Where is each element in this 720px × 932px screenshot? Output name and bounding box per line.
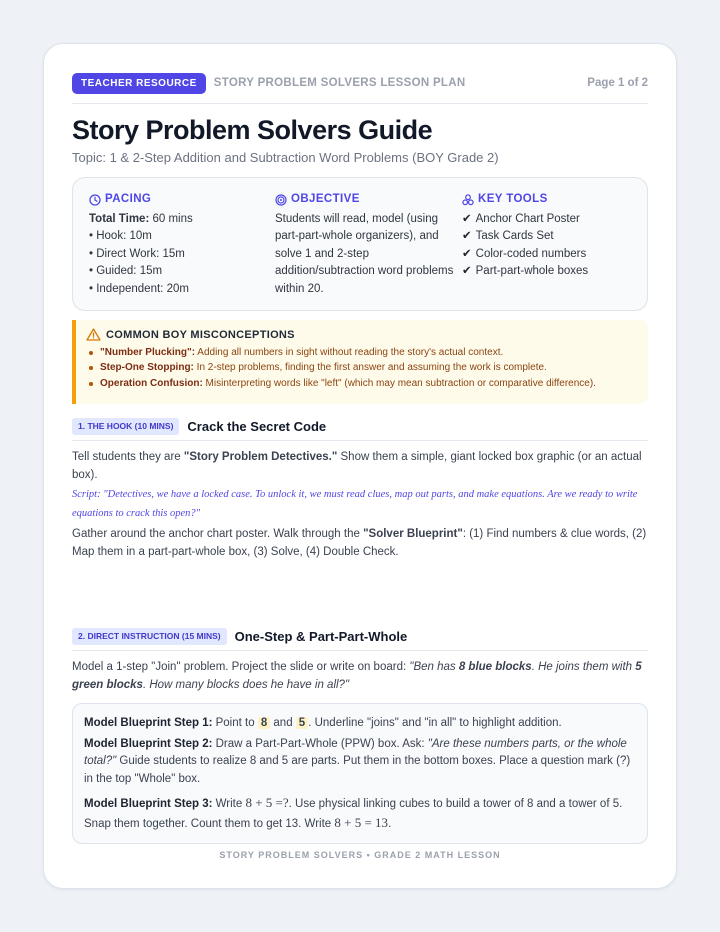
equation: 8 + 5 =?	[245, 795, 289, 810]
hook-badge: 1. THE HOOK (10 MINS)	[72, 418, 179, 435]
objective-column	[275, 191, 462, 297]
header-divider	[72, 103, 648, 104]
shapes-icon	[462, 194, 474, 206]
hook-script: Script: "Detectives, we have a locked case. To unlock it, we must read clues, map out parts, and make equations. Are we ready to write equations to crack this open?"	[72, 489, 638, 519]
tool-item: ✔ Part-part-whole boxes	[462, 265, 589, 277]
page-title: Story Problem Solvers Guide	[72, 115, 433, 145]
direct-title: One-Step & Part-Part-Whole	[234, 629, 408, 644]
misconceptions-heading: COMMON BOY MISCONCEPTIONS	[86, 328, 636, 341]
blueprint-step-2: Model Blueprint Step 2: Draw a Part-Part-Whole (PPW) box. Ask: "Are these numbers parts, or the whole total?" Guide students to realize 8 and 5 are parts. Put them in the bottom boxes. Place a question mark (?) in the top "Whole" box.	[84, 737, 631, 785]
pacing-column	[89, 191, 275, 297]
warning-icon	[86, 328, 101, 341]
hook-title: Crack the Secret Code	[187, 419, 327, 434]
header-title: STORY PROBLEM SOLVERS LESSON PLAN	[213, 77, 466, 89]
tool-item: ✔ Anchor Chart Poster	[462, 212, 580, 225]
topic-line: Topic: 1 & 2-Step Addition and Subtraction Word Problems (BOY Grade 2)	[72, 150, 499, 165]
page-header	[72, 72, 648, 94]
teacher-resource-badge: TEACHER RESOURCE	[72, 73, 206, 94]
blueprint-step-1: Model Blueprint Step 1: Point to 8 and 5 . Underline "joins" and "in all" to highlight addition.	[84, 717, 562, 729]
tool-item: ✔ Task Cards Set	[462, 230, 554, 242]
misconceptions-box	[72, 320, 648, 404]
page-footer: STORY PROBLEM SOLVERS • GRADE 2 MATH LESSON	[219, 850, 501, 860]
tool-item: ✔ Color-coded numbers	[462, 247, 587, 260]
objective-text: Students will read, model (using part-part-whole organizers), and solve 1 and 2-step addition/subtraction word problems within 20.	[275, 212, 454, 295]
misconception-item: "Number Plucking": Adding all numbers in sight without reading the story's actual context.	[86, 345, 636, 360]
pacing-item: • Direct Work: 15m	[89, 247, 185, 260]
blueprint-step-3: Model Blueprint Step 3: Write 8 + 5 =?. Use physical linking cubes to build a tower of 8 and a tower of 5. Snap them together. Count them to get 13. Write 8 + 5 = 13.	[84, 795, 623, 830]
hook-section	[72, 418, 648, 561]
objective-heading: OBJECTIVE	[275, 191, 462, 209]
direct-badge: 2. DIRECT INSTRUCTION (15 MINS)	[72, 628, 227, 645]
check-icon: ✔	[462, 212, 472, 225]
misconceptions-list	[86, 345, 636, 391]
misconception-item: Step-One Stopping: In 2-step problems, finding the first answer and assuming the work is complete.	[86, 360, 636, 375]
check-icon: ✔	[462, 265, 472, 277]
overview-box	[72, 177, 648, 311]
direct-header	[72, 628, 648, 651]
page-number: Page 1 of 2	[587, 77, 648, 89]
pacing-item: • Hook: 10m	[89, 230, 152, 242]
pacing-heading: PACING	[89, 191, 275, 209]
equation: 8 + 5 = 13	[334, 814, 389, 830]
direct-section	[72, 628, 648, 844]
check-icon: ✔	[462, 247, 472, 260]
hook-header	[72, 418, 648, 441]
tools-heading: KEY TOOLS	[462, 191, 631, 209]
lesson-page	[43, 43, 677, 889]
tools-column	[462, 191, 631, 297]
direct-intro: Model a 1-step "Join" problem. Project the slide or write on board: "Ben has 8 blue blocks. He joins them with 5 green blocks. How many blocks does he have in all?"	[72, 661, 642, 691]
hook-intro: Tell students they are "Story Problem Detectives." Show them a simple, giant locked box graphic (or an actual box).	[72, 451, 642, 481]
pacing-item: • Guided: 15m	[89, 265, 163, 277]
clock-icon	[89, 194, 101, 206]
total-time: Total Time: 60 mins	[89, 212, 193, 225]
pacing-item: • Independent: 20m	[89, 282, 189, 295]
blueprint-steps-box	[72, 703, 648, 844]
number-highlight: 8	[258, 717, 270, 729]
misconception-item: Operation Confusion: Misinterpreting words like "left" (which may mean subtraction or comparative difference).	[86, 376, 636, 391]
target-icon	[275, 194, 287, 206]
hook-blueprint: Gather around the anchor chart poster. Walk through the "Solver Blueprint": (1) Find numbers & clue words, (2) Map them in a part-part-whole box, (3) Solve, (4) Double Check.	[72, 528, 647, 558]
check-icon: ✔	[462, 230, 472, 242]
number-highlight: 5	[296, 717, 308, 729]
